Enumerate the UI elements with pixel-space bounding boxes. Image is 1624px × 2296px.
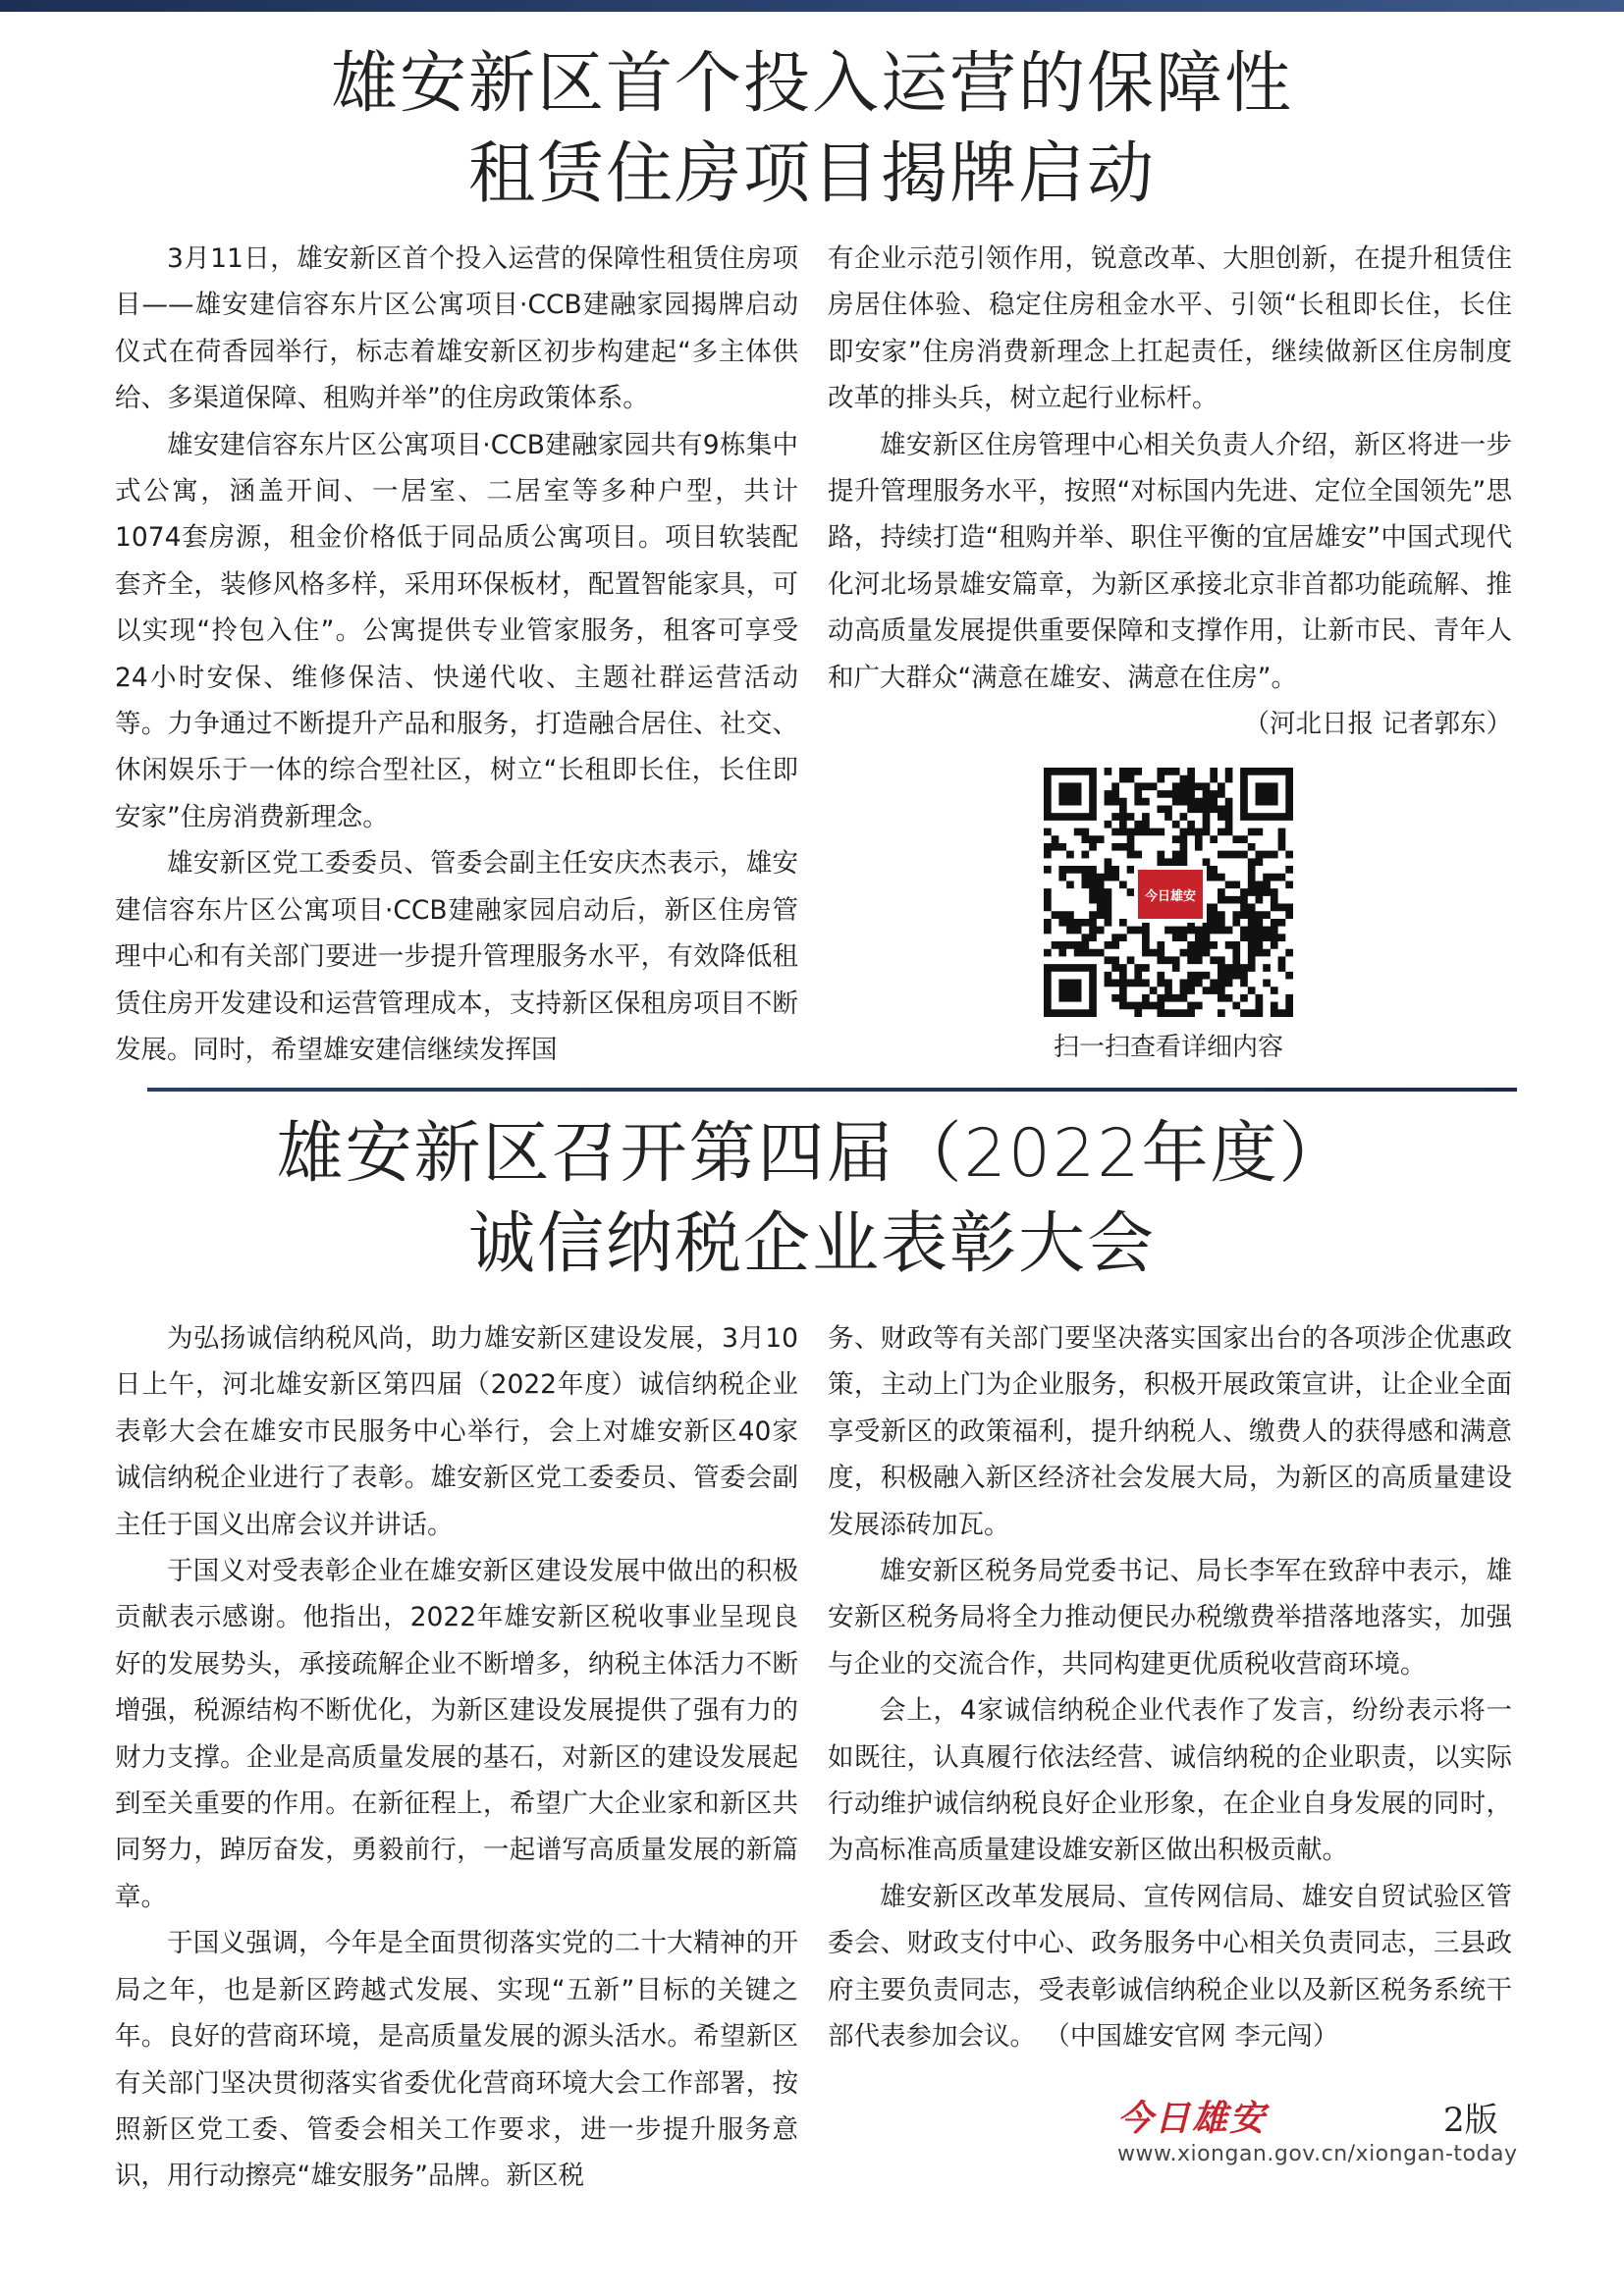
top-accent-bar bbox=[0, 0, 1624, 12]
article1-right-paragraph: 有企业示范引领作用，锐意改革、大胆创新，在提升租赁住房居住体验、稳定住房租金水平、引领“长租即长住，长住即安家”住房消费新理念上扛起责任，继续做新区住房制度改革的排头兵，树立起行业标杆。 bbox=[828, 243, 1512, 414]
qr-caption: 扫一扫查看详细内容 bbox=[1053, 1033, 1283, 1062]
article2-right-paragraph: 雄安新区改革发展局、宣传网信局、雄安自贸试验区管委会、财政支付中心、政务服务中心相关负责同志，三县政府主要负责同志，受表彰诚信纳税企业以及新区税务系统干部代表参加会议。 （中国雄安官网 李元闯） bbox=[828, 1881, 1512, 2053]
article2-left-paragraph: 于国义对受表彰企业在雄安新区建设发展中做出的积极贡献表示感谢。他指出，2022年雄安新区税收事业呈现良好的发展势头，承接疏解企业不断增多，纳税主体活力不断增强，税源结构不断优化，为新区建设发展提供了强有力的财力支撑。企业是高质量发展的基石，对新区的建设发展起到至关重要的作用。在新征程上，希望广大企业家和新区共同努力，踔厉奋发，勇毅前行，一起谱写高质量发展的新篇章。 bbox=[115, 1556, 798, 1912]
article1-left-paragraph: 雄安新区党工委委员、管委会副主任安庆杰表示，雄安建信容东片区公寓项目·CCB建融家园启动后，新区住房管理中心和有关部门要进一步提升管理服务水平，有效降低租赁住房开发建设和运营管理成本，支持新区保租房项目不断发展。同时，希望雄安建信继续发挥国 bbox=[115, 848, 798, 1065]
article2-title-line2: 诚信纳税企业表彰大会 bbox=[467, 1205, 1156, 1283]
qr-finder-pattern bbox=[1044, 964, 1097, 1017]
article2-left-paragraph: 于国义强调，今年是全面贯彻落实党的二十大精神的开局之年，也是新区跨越式发展、实现“五新”目标的关键之年。良好的营商环境，是高质量发展的源头活水。希望新区有关部门坚决贯彻落实省委优化营商环境大会工作部署，按照新区党工委、管委会相关工作要求，进一步提升服务意识，用行动擦亮“雄安服务”品牌。新区税 bbox=[115, 1928, 798, 2192]
article1-title-line2: 租赁住房项目揭牌启动 bbox=[467, 135, 1156, 213]
footer-page-number: 2版 bbox=[1443, 2101, 1498, 2140]
article1-left-paragraph: 3月11日，雄安新区首个投入运营的保障性租赁住房项目——雄安建信容东片区公寓项目·CCB建融家园揭牌启动仪式在荷香园举行，标志着雄安新区初步构建起“多主体供给、多渠道保障、租购并举”的住房政策体系。 bbox=[115, 243, 798, 414]
article1-left-column bbox=[115, 236, 798, 1073]
article1-right-paragraph: 雄安新区住房管理中心相关负责人介绍，新区将进一步提升管理服务水平，按照“对标国内先进、定位全国领先”思路，持续打造“租购并举、职住平衡的宜居雄安”中国式现代化河北场景雄安篇章，为新区承接北京非首都功能疏解、推动高质量发展提供重要保障和支撑作用，让新市民、青年人和广大群众“满意在雄安、满意在住房”。 bbox=[828, 429, 1512, 693]
qr-code[interactable] bbox=[1044, 768, 1293, 1017]
article2-right-paragraph: 务、财政等有关部门要坚决落实国家出台的各项涉企优惠政策，主动上门为企业服务，积极开展政策宣讲，让企业全面享受新区的政策福利，提升纳税人、缴费人的获得感和满意度，积极融入新区经济社会发展大局，为新区的高质量建设发展添砖加瓦。 bbox=[828, 1323, 1512, 1540]
footer-brand-logo: 今日雄安 bbox=[1117, 2098, 1268, 2139]
qr-center-logo bbox=[1134, 866, 1207, 923]
article2-headline bbox=[0, 1109, 1624, 1290]
article2-left-paragraph: 为弘扬诚信纳税风尚，助力雄安新区建设发展，3月10日上午，河北雄安新区第四届（2022年度）诚信纳税企业表彰大会在雄安市民服务中心举行，会上对雄安新区40家诚信纳税企业进行了表彰。雄安新区党工委委员、管委会副主任于国义出席会议并讲话。 bbox=[115, 1323, 798, 1540]
section-divider bbox=[147, 1088, 1517, 1092]
qr-logo-text: 今日雄安 bbox=[1138, 870, 1203, 919]
qr-finder-pattern bbox=[1240, 768, 1293, 821]
article2-title-line1: 雄安新区召开第四届（2022年度） bbox=[276, 1115, 1348, 1193]
footer-url[interactable]: www.xiongan.gov.cn/xiongan-today bbox=[1117, 2142, 1518, 2166]
article2-right-paragraph: 雄安新区税务局党委书记、局长李军在致辞中表示，雄安新区税务局将全力推动便民办税缴费举措落地落实，加强与企业的交流合作，共同构建更优质税收营商环境。 bbox=[828, 1556, 1512, 1680]
article1-title-line1: 雄安新区首个投入运营的保障性 bbox=[330, 45, 1293, 123]
article1-headline bbox=[0, 39, 1624, 220]
article1-byline: （河北日报 记者郭东） bbox=[1243, 709, 1512, 740]
qr-finder-pattern bbox=[1044, 768, 1097, 821]
article2-right-paragraph: 会上，4家诚信纳税企业代表作了发言，纷纷表示将一如既往，认真履行依法经营、诚信纳税的企业职责，以实际行动维护诚信纳税良好企业形象，在企业自身发展的同时，为高标准高质量建设雄安新区做出积极贡献。 bbox=[828, 1695, 1512, 1866]
article1-left-paragraph: 雄安建信容东片区公寓项目·CCB建融家园共有9栋集中式公寓，涵盖开间、一居室、二居室等多种户型，共计1074套房源，租金价格低于同品质公寓项目。项目软装配套齐全，装修风格多样，采用环保板材，配置智能家具，可以实现“拎包入住”。公寓提供专业管家服务，租客可享受24小时安保、维修保洁、快递代收、主题社群运营活动等。力争通过不断提升产品和服务，打造融合居住、社交、休闲娱乐于一体的综合型社区，树立“长租即长住，长住即安家”住房消费新理念。 bbox=[115, 429, 798, 832]
article2-left-column bbox=[115, 1315, 798, 2200]
article2-right-column bbox=[828, 1315, 1512, 2060]
article1-right-column bbox=[828, 236, 1512, 747]
